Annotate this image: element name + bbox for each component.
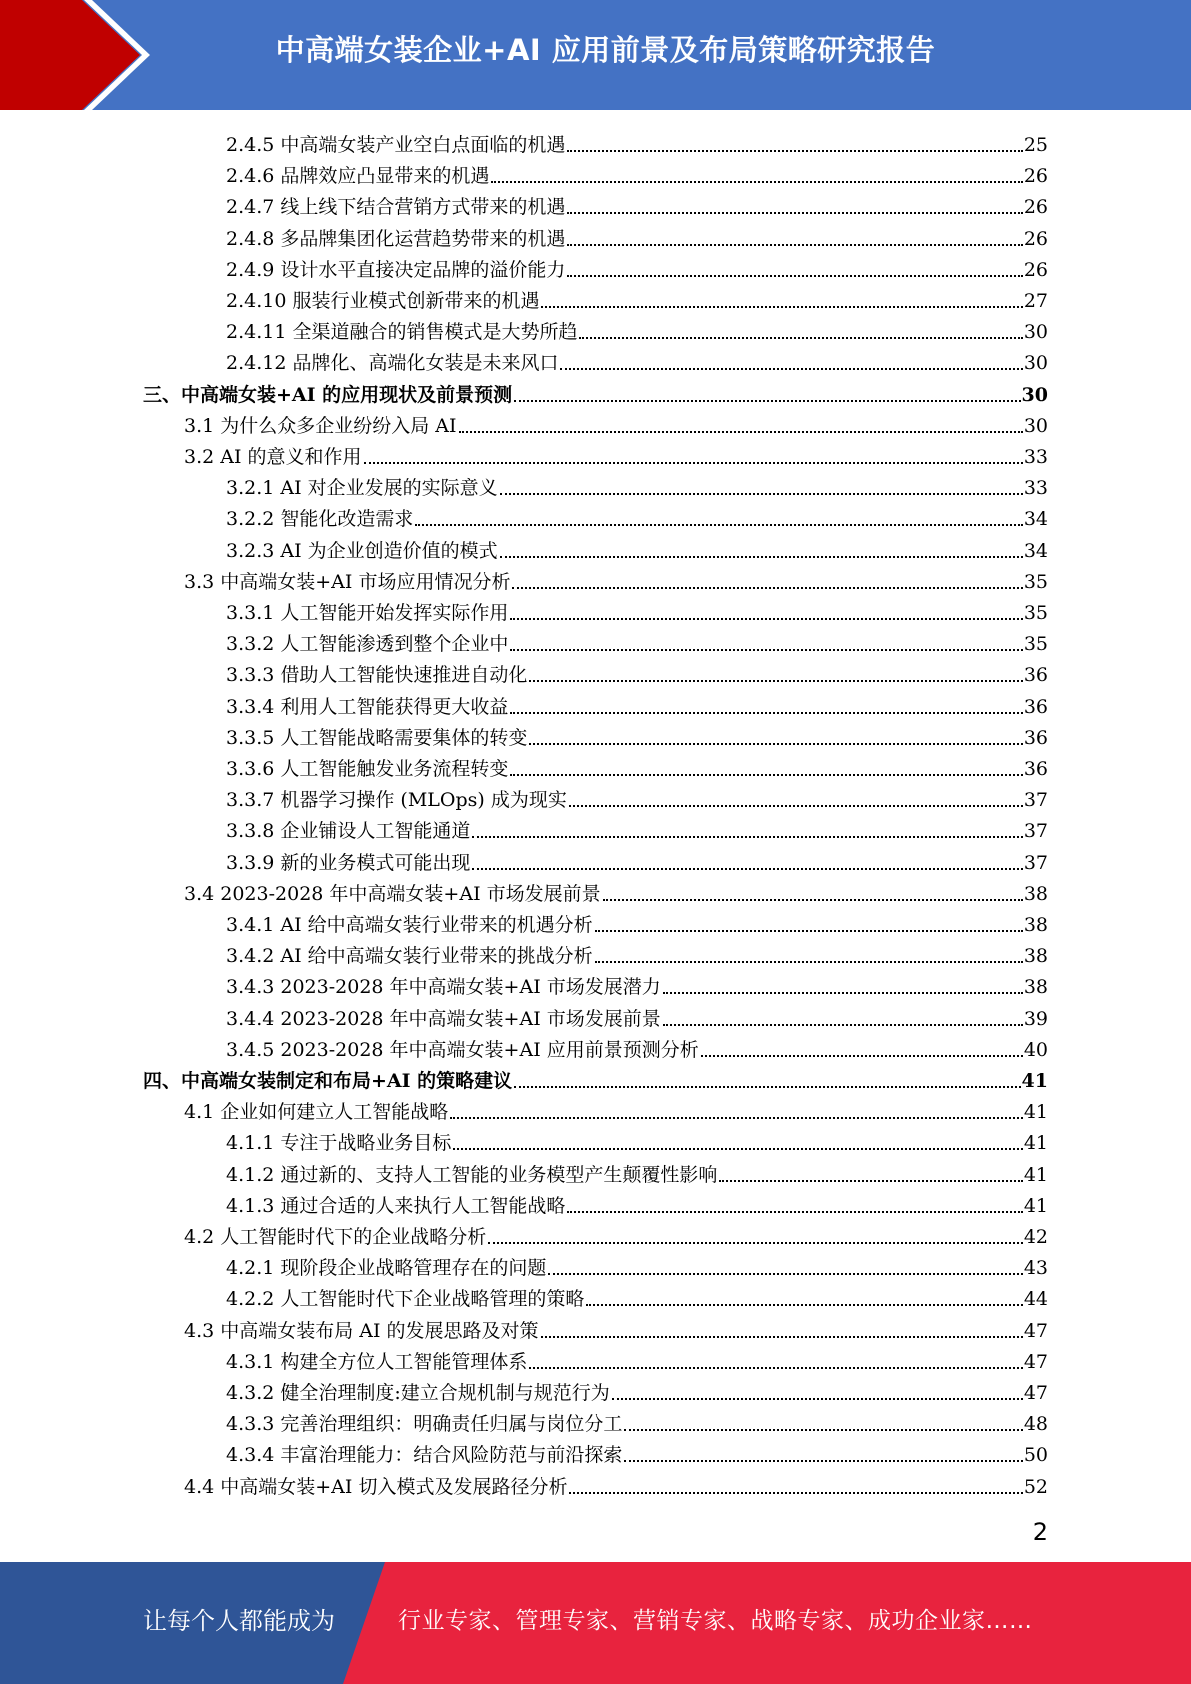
- toc-dot-leader: [415, 524, 1022, 526]
- toc-entry[interactable]: [226, 345, 1048, 376]
- toc-chapter-entry[interactable]: [143, 1063, 1048, 1094]
- toc-page-number: 35: [1023, 602, 1048, 624]
- toc-page-number: 47: [1023, 1319, 1048, 1342]
- toc-dot-leader: [364, 462, 1023, 464]
- toc-dot-leader: [560, 368, 1022, 370]
- toc-dot-leader: [569, 1492, 1022, 1494]
- toc-entry[interactable]: [184, 1094, 1048, 1125]
- toc-entry[interactable]: [226, 1281, 1048, 1312]
- toc-dot-leader: [603, 899, 1023, 901]
- toc-entry[interactable]: [226, 845, 1048, 876]
- toc-page-number: 44: [1023, 1288, 1048, 1311]
- toc-dot-leader: [567, 275, 1022, 277]
- toc-entry[interactable]: [226, 782, 1048, 813]
- toc-page-number: 35: [1023, 570, 1048, 593]
- toc-page-number: 39: [1023, 1007, 1048, 1030]
- toc-entry[interactable]: [226, 907, 1048, 938]
- toc-page-number: 33: [1023, 477, 1048, 500]
- page-header: [0, 0, 1191, 110]
- toc-dot-leader: [541, 1336, 1023, 1338]
- toc-entry-title: 2.4.12 品牌化、高端化女装是未来风口: [226, 352, 559, 375]
- toc-entry-title: 3.3.8 企业铺设人工智能通道: [226, 820, 471, 843]
- toc-page-number: 26: [1023, 165, 1048, 188]
- toc-entry[interactable]: [226, 533, 1048, 564]
- toc-entry-title: 3.3.7 机器学习操作 (MLOps) 成为现实: [226, 789, 567, 812]
- toc-entry-title: 4.1 企业如何建立人工智能战略: [184, 1101, 449, 1124]
- toc-entry-title: 2.4.5 中高端女装产业空白点面临的机遇: [226, 134, 566, 156]
- toc-dot-leader: [450, 1117, 1023, 1119]
- toc-dot-leader: [586, 1304, 1022, 1306]
- toc-entry[interactable]: [226, 813, 1048, 844]
- toc-page-number: 40: [1023, 1038, 1048, 1061]
- toc-entry-title: 4.3.2 健全治理制度:建立合规机制与规范行为: [226, 1382, 610, 1404]
- toc-page-number: 37: [1023, 851, 1048, 874]
- toc-page-number: 43: [1023, 1257, 1048, 1280]
- toc-entry[interactable]: [184, 1219, 1048, 1250]
- toc-page-number: 48: [1023, 1413, 1048, 1436]
- toc-entry[interactable]: [226, 626, 1048, 657]
- toc-page-number: 47: [1023, 1382, 1048, 1404]
- toc-entry[interactable]: [226, 689, 1048, 720]
- toc-entry-title: 2.4.7 线上线下结合营销方式带来的机遇: [226, 196, 566, 219]
- toc-entry-title: 2.4.6 品牌效应凸显带来的机遇: [226, 165, 490, 188]
- toc-entry-title: 2.4.10 服装行业模式创新带来的机遇: [226, 290, 540, 312]
- header-title: 中高端女装企业+AI 应用前景及布局策略研究报告: [275, 33, 936, 67]
- toc-dot-leader: [529, 680, 1022, 682]
- toc-dot-leader: [472, 868, 1022, 870]
- page-number: 2: [1032, 1518, 1048, 1546]
- toc-entry-title: 4.2.2 人工智能时代下企业战略管理的策略: [226, 1288, 585, 1311]
- toc-dot-leader: [500, 556, 1023, 558]
- toc-page-number: 38: [1023, 882, 1048, 905]
- toc-dot-leader: [719, 1180, 1022, 1182]
- toc-entry-title: 3.2 AI 的意义和作用: [184, 446, 362, 468]
- toc-page-number: 26: [1023, 196, 1048, 219]
- toc-dot-leader: [472, 836, 1022, 838]
- toc-page-number: 26: [1023, 227, 1048, 250]
- toc-dot-leader: [701, 1055, 1023, 1057]
- toc-entry[interactable]: [226, 595, 1048, 626]
- toc-dot-leader: [512, 587, 1022, 589]
- toc-page-number: 38: [1023, 976, 1048, 999]
- toc-entry[interactable]: [184, 876, 1048, 907]
- toc-entry-title: 4.3 中高端女装布局 AI 的发展思路及对策: [184, 1319, 539, 1342]
- toc-page-number: 41: [1023, 1194, 1048, 1217]
- toc-page-number: 50: [1023, 1444, 1048, 1467]
- toc-entry[interactable]: [226, 189, 1048, 220]
- toc-entry-title: 3.3.2 人工智能渗透到整个企业中: [226, 633, 509, 656]
- toc-entry-title: 3.3.5 人工智能战略需要集体的转变: [226, 726, 528, 749]
- toc-page-number: 30: [1021, 383, 1048, 406]
- toc-entry-title: 3.3 中高端女装+AI 市场应用情况分析: [184, 570, 511, 593]
- toc-entry-title: 2.4.9 设计水平直接决定品牌的溢价能力: [226, 258, 566, 281]
- toc-page-number: 36: [1023, 695, 1048, 718]
- toc-entry[interactable]: [226, 1032, 1048, 1063]
- toc-page-number: 38: [1023, 945, 1048, 968]
- toc-page-number: 27: [1023, 290, 1048, 312]
- toc-dot-leader: [567, 1211, 1022, 1213]
- toc-entry[interactable]: [226, 1437, 1048, 1468]
- toc-dot-leader: [663, 992, 1023, 994]
- toc-entry[interactable]: [226, 501, 1048, 532]
- toc-dot-leader: [514, 1086, 1020, 1088]
- toc-dot-leader: [548, 1273, 1022, 1275]
- toc-page-number: 41: [1023, 1163, 1048, 1186]
- footer-slogan-left: 让每个人都能成为: [143, 1607, 335, 1635]
- toc-dot-leader: [567, 244, 1022, 246]
- toc-dot-leader: [491, 181, 1022, 183]
- toc-page-number: 30: [1023, 352, 1048, 375]
- toc-entry-title: 3.4.1 AI 给中高端女装行业带来的机遇分析: [226, 914, 593, 936]
- toc-entry-title: 3.4.3 2023-2028 年中高端女装+AI 市场发展潜力: [226, 976, 661, 999]
- toc-entry-title: 3.1 为什么众多企业纷纷入局 AI: [184, 414, 457, 437]
- toc-dot-leader: [510, 618, 1022, 620]
- toc-entry[interactable]: [226, 751, 1048, 782]
- toc-entry-title: 2.4.8 多品牌集团化运营趋势带来的机遇: [226, 227, 566, 250]
- toc-page-number: 41: [1023, 1132, 1048, 1155]
- toc-entry-title: 4.4 中高端女装+AI 切入模式及发展路径分析: [184, 1475, 568, 1498]
- toc-entry[interactable]: [226, 1001, 1048, 1032]
- toc-entry-title: 3.3.4 利用人工智能获得更大收益: [226, 695, 509, 718]
- toc-entry[interactable]: [184, 1469, 1048, 1500]
- toc-entry-title: 3.3.3 借助人工智能快速推进自动化: [226, 664, 528, 687]
- toc-dot-leader: [579, 337, 1022, 339]
- toc-entry-title: 3.2.1 AI 对企业发展的实际意义: [226, 477, 498, 500]
- toc-dot-leader: [529, 743, 1022, 745]
- toc-entry[interactable]: [226, 1188, 1048, 1219]
- toc-entry[interactable]: [226, 252, 1048, 283]
- toc-page-number: 37: [1023, 789, 1048, 812]
- toc-page-number: 41: [1023, 1101, 1048, 1124]
- toc-dot-leader: [624, 1460, 1022, 1462]
- toc-entry[interactable]: [226, 314, 1048, 345]
- toc-entry-title: 4.2 人工智能时代下的企业战略分析: [184, 1226, 487, 1248]
- toc-page-number: 30: [1023, 414, 1048, 437]
- toc-page-number: 34: [1023, 539, 1048, 562]
- toc-dot-leader: [595, 961, 1023, 963]
- toc-dot-leader: [541, 306, 1022, 308]
- toc-entry[interactable]: [226, 1125, 1048, 1156]
- toc-entry-title: 4.3.4 丰富治理能力：结合风险防范与前沿探索: [226, 1444, 623, 1467]
- toc-dot-leader: [663, 1024, 1023, 1026]
- toc-page-number: 52: [1023, 1475, 1048, 1498]
- toc-entry-title: 3.3.9 新的业务模式可能出现: [226, 851, 471, 874]
- toc-entry-title: 2.4.11 全渠道融合的销售模式是大势所趋: [226, 321, 578, 344]
- toc-page-number: 41: [1021, 1070, 1048, 1092]
- toc-page-number: 25: [1023, 134, 1048, 156]
- toc-entry[interactable]: [226, 470, 1048, 501]
- toc-entry-title: 3.4.4 2023-2028 年中高端女装+AI 市场发展前景: [226, 1007, 661, 1030]
- toc-entry[interactable]: [226, 938, 1048, 969]
- toc-entry[interactable]: [226, 127, 1048, 158]
- toc-entry-title: 3.4.5 2023-2028 年中高端女装+AI 应用前景预测分析: [226, 1038, 699, 1061]
- toc-dot-leader: [510, 774, 1022, 776]
- toc-entry-title: 3.2.3 AI 为企业创造价值的模式: [226, 539, 498, 562]
- toc-entry-title: 3.3.1 人工智能开始发挥实际作用: [226, 602, 509, 624]
- toc-page-number: 36: [1023, 726, 1048, 749]
- page-footer: [0, 1562, 1191, 1684]
- toc-page-number: 38: [1023, 914, 1048, 936]
- toc-dot-leader: [488, 1242, 1023, 1244]
- toc-entry-title: 4.3.1 构建全方位人工智能管理体系: [226, 1350, 528, 1373]
- toc-entry[interactable]: [226, 1406, 1048, 1437]
- toc-page-number: 36: [1023, 664, 1048, 687]
- toc-entry-title: 三、中高端女装+AI 的应用现状及前景预测: [143, 383, 513, 406]
- toc-page-number: 26: [1023, 258, 1048, 281]
- toc-page-number: 42: [1023, 1226, 1048, 1248]
- toc-dot-leader: [510, 712, 1022, 714]
- toc-page-number: 36: [1023, 758, 1048, 780]
- toc-chapter-entry[interactable]: [143, 377, 1048, 408]
- toc-entry[interactable]: [184, 439, 1048, 470]
- toc-page-number: 30: [1023, 321, 1048, 344]
- toc-entry-title: 3.4.2 AI 给中高端女装行业带来的挑战分析: [226, 945, 593, 968]
- toc-entry-title: 4.1.1 专注于战略业务目标: [226, 1132, 452, 1155]
- toc-page-number: 34: [1023, 508, 1048, 531]
- toc-entry[interactable]: [226, 1344, 1048, 1375]
- toc-dot-leader: [529, 1367, 1022, 1369]
- toc-entry[interactable]: [184, 1313, 1048, 1344]
- toc-entry-title: 4.1.2 通过新的、支持人工智能的业务模型产生颠覆性影响: [226, 1163, 718, 1186]
- toc-dot-leader: [624, 1429, 1022, 1431]
- toc-entry[interactable]: [226, 969, 1048, 1000]
- toc-entry-title: 4.1.3 通过合适的人来执行人工智能战略: [226, 1194, 566, 1217]
- toc-entry-title: 3.4 2023-2028 年中高端女装+AI 市场发展前景: [184, 882, 601, 905]
- toc-page-number: 33: [1023, 446, 1048, 468]
- toc-page-number: 37: [1023, 820, 1048, 843]
- toc-entry[interactable]: [226, 221, 1048, 252]
- toc-entry[interactable]: [226, 1157, 1048, 1188]
- toc-entry-title: 3.3.6 人工智能触发业务流程转变: [226, 758, 509, 780]
- toc-dot-leader: [595, 930, 1023, 932]
- toc-entry[interactable]: [226, 1250, 1048, 1281]
- toc-entry-title: 4.2.1 现阶段企业战略管理存在的问题: [226, 1257, 547, 1280]
- toc-entry[interactable]: [226, 1375, 1048, 1406]
- toc-entry[interactable]: [226, 720, 1048, 751]
- toc-entry[interactable]: [184, 564, 1048, 595]
- toc-entry[interactable]: [226, 657, 1048, 688]
- toc-dot-leader: [612, 1398, 1023, 1400]
- toc-dot-leader: [510, 649, 1022, 651]
- toc-entry-title: 四、中高端女装制定和布局+AI 的策略建议: [143, 1070, 513, 1092]
- toc-dot-leader: [453, 1148, 1022, 1150]
- toc-dot-leader: [567, 150, 1022, 152]
- toc-entry[interactable]: [226, 158, 1048, 189]
- footer-slogan-right: 行业专家、管理专家、营销专家、战略专家、成功企业家……: [398, 1608, 1033, 1634]
- toc-entry[interactable]: [184, 408, 1048, 439]
- toc-entry-title: 3.2.2 智能化改造需求: [226, 508, 414, 531]
- toc-dot-leader: [569, 805, 1023, 807]
- toc-entry[interactable]: [226, 283, 1048, 314]
- toc-page-number: 47: [1023, 1350, 1048, 1373]
- toc-dot-leader: [500, 493, 1023, 495]
- toc-entry-title: 4.3.3 完善治理组织：明确责任归属与岗位分工: [226, 1413, 623, 1436]
- toc-page-number: 35: [1023, 633, 1048, 656]
- toc-dot-leader: [514, 400, 1020, 402]
- toc-dot-leader: [459, 431, 1023, 433]
- toc-dot-leader: [567, 212, 1022, 214]
